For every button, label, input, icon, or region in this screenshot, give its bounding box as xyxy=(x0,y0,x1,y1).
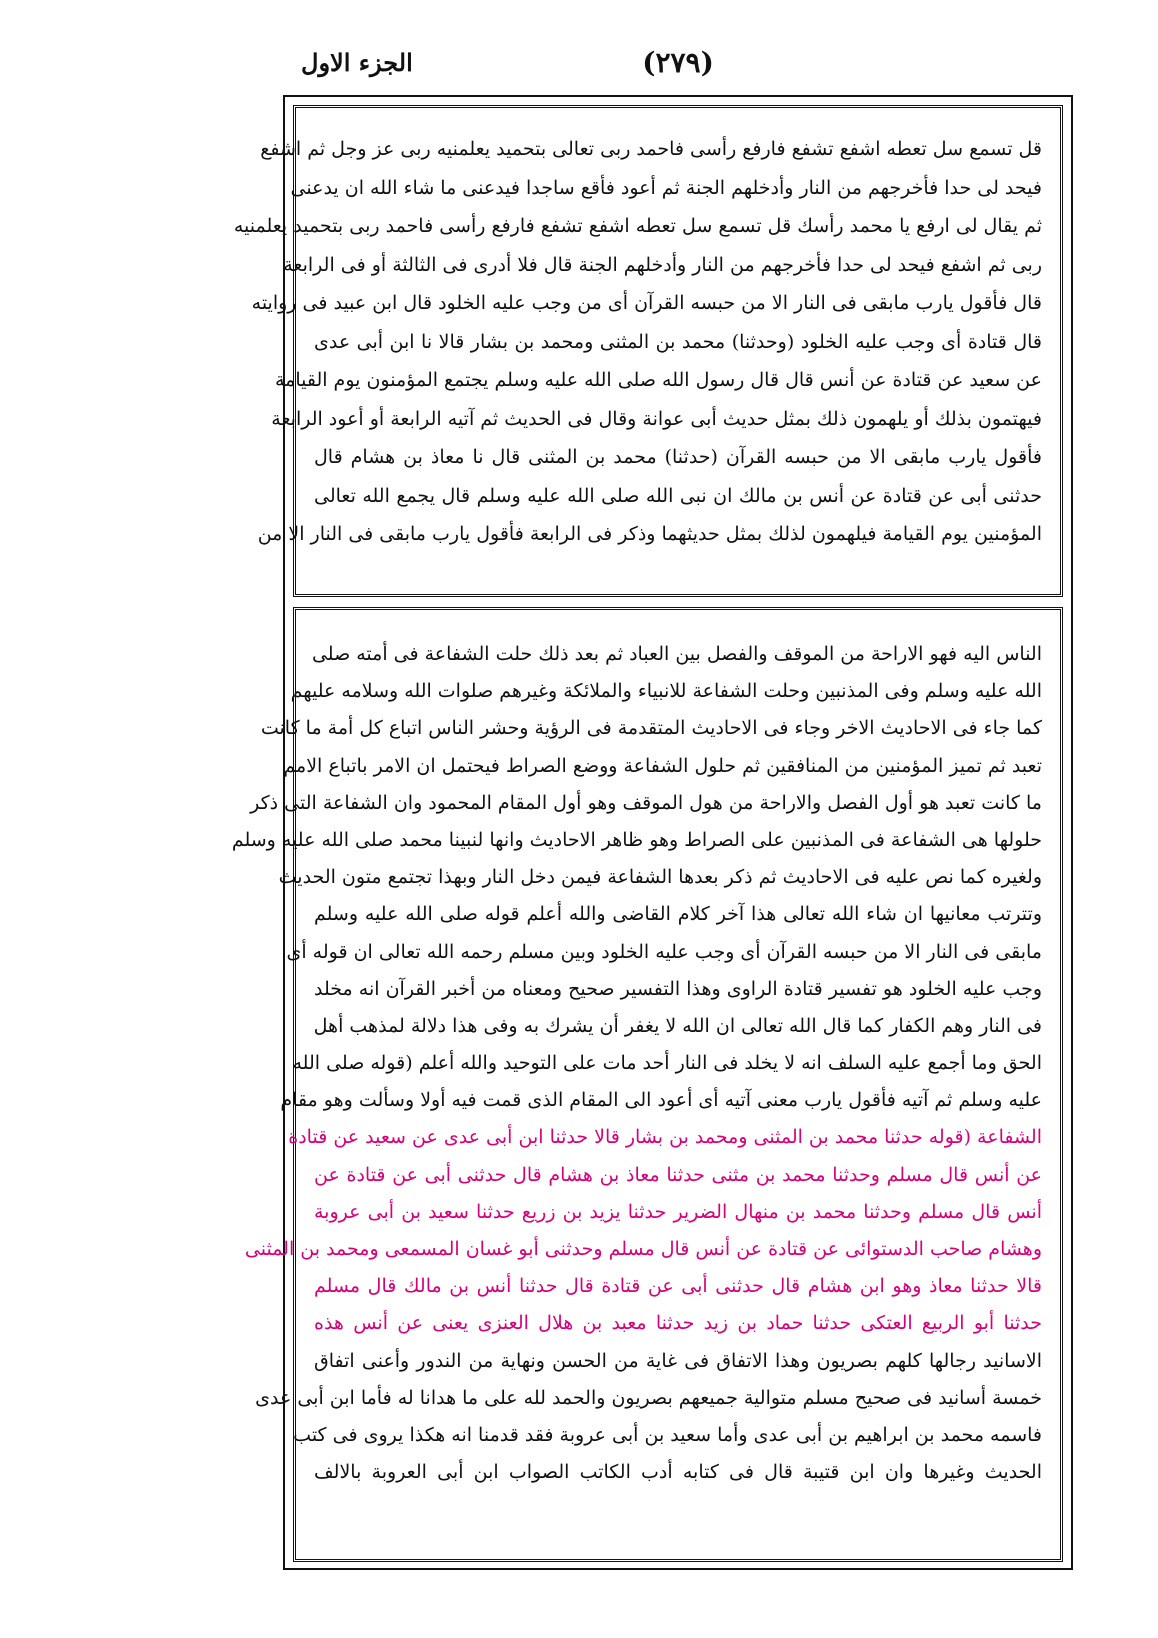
commentary-line: تعبد ثم تميز المؤمنين من المنافقين ثم حلول الشفاعة ووضع الصراط فيحتمل ان الامر باتباع الامم xyxy=(283,754,1042,777)
text-line: فيحد لى حدا فأخرجهم من النار وأدخلهم الجنة ثم أعود فأقع ساجدا فيدعنى ما شاء الله ان يدعنى xyxy=(290,176,1042,199)
text-line: ثم يقال لى ارفع يا محمد رأسك قل تسمع سل تعطه اشفع تشفع فارفع رأسى فاحمد ربى بتحميد يعلمنيه xyxy=(233,215,1042,237)
commentary-line: ما كانت تعبد هو أول الفصل والاراحة من هول الموقف وهو أول المقام المحمود وان الشفاعة التى ذكر xyxy=(250,791,1042,814)
text-line: فأقول يارب مابقى الا من حبسه القرآن (حدثنا) محمد بن المثنى قال نا معاذ بن هشام قال xyxy=(314,446,1042,468)
commentary-line: الله عليه وسلم وفى المذنبين وحلت الشفاعة للانبياء والملائكة وغيرهم صلوات الله وسلامه عليهم xyxy=(290,680,1042,703)
commentary-line: فاسمه محمد بن ابراهيم بن أبى عدى وأما سعيد بن أبى عروبة فقد قدمنا انه هكذا يروى فى كتب xyxy=(293,1423,1042,1446)
commentary-line-highlighted: الشفاعة (قوله حدثنا محمد بن المثنى ومحمد بن بشار قالا حدثنا ابن أبى عدى عن سعيد عن قتادة xyxy=(288,1126,1042,1149)
commentary-line-highlighted: وهشام صاحب الدستوائى عن قتادة عن أنس قال مسلم وحدثنى أبو غسان المسمعى ومحمد بن المثنى xyxy=(244,1238,1042,1260)
commentary-line: فى النار وهم الكفار كما قال الله تعالى ان الله لا يغفر أن يشرك به وفى هذا دلالة لمذهب أهل xyxy=(313,1014,1042,1037)
commentary-line: مابقى فى النار الا من حبسه القرآن أى وجب عليه الخلود وبين مسلم رحمه الله تعالى ان قوله أى xyxy=(286,940,1042,963)
main-text xyxy=(233,130,1042,554)
page-header xyxy=(283,44,1073,84)
commentary-line-highlighted: حدثنا أبو الربيع العتكى حدثنا حماد بن زيد حدثنا معبد بن هلال العنزى يعنى عن أنس هذه xyxy=(314,1312,1042,1335)
commentary-panel xyxy=(231,607,1063,1562)
commentary-line: حلولها هى الشفاعة فى المذنبين على الصراط وهو ظاهر الاحاديث وانها لنبينا محمد صلى الله عليه وسلم xyxy=(231,828,1042,851)
text-line: قال قتادة أى وجب عليه الخلود (وحدثنا) محمد بن المثنى ومحمد بن بشار قالا نا ابن أبى عدى xyxy=(314,330,1042,353)
page-number: (٢٧٩) xyxy=(642,46,714,79)
commentary-line-highlighted: عن أنس قال مسلم وحدثنا محمد بن مثنى حدثنا معاذ بن هشام قال حدثنى أبى عن قتادة عن xyxy=(314,1163,1042,1186)
commentary-line: كما جاء فى الاحاديث الاخر وجاء فى الاحاديث المتقدمة فى الرؤية وحشر الناس اتباع كل أمة ما كانت xyxy=(260,717,1042,740)
main-text-panel xyxy=(233,105,1063,597)
commentary-line: الحديث وغيرها وان ابن قتيبة قال فى كتابه أدب الكاتب الصواب ابن أبى العروبة بالالف xyxy=(314,1461,1042,1484)
commentary-line: ولغيره كما نص عليه فى الاحاديث ثم ذكر بعدها الشفاعة فيمن دخل النار وبهذا تجتمع متون الحديث xyxy=(278,866,1042,889)
page-frame xyxy=(231,95,1073,1570)
part-label: الجزء الاول xyxy=(301,48,413,77)
commentary-line: عليه وسلم ثم آتيه فأقول يارب معنى آتيه أى أعود الى المقام الذى قمت فيه أولا وسألت وهو مقام xyxy=(280,1089,1042,1112)
commentary-line: الاسانيد رجالها كلهم بصريون وهذا الاتفاق فى غاية من الحسن ونهاية من الندور وأعنى اتفاق xyxy=(314,1349,1042,1372)
text-line: قال فأقول يارب مابقى فى النار الا من حبسه القرآن أى من وجب عليه الخلود قال ابن عبيد فى روايته xyxy=(251,292,1042,314)
commentary-line: وجب عليه الخلود هو تفسير قتادة الراوى وهذا التفسير صحيح ومعناه من أخبر القرآن انه مخلد xyxy=(314,977,1042,1000)
text-line: المؤمنين يوم القيامة فيلهمون لذلك بمثل حديثهما وذكر فى الرابعة فأقول يارب مابقى فى النار الا من xyxy=(257,523,1042,545)
text-line: فيهتمون بذلك أو يلهمون ذلك بمثل حديث أبى عوانة وقال فى الحديث ثم آتيه الرابعة أو أعود الرابعة xyxy=(271,407,1042,430)
text-line: ربى ثم اشفع فيحد لى حدا فأخرجهم من النار وأدخلهم الجنة قال فلا أدرى فى الثالثة أو فى الرابعة xyxy=(283,253,1042,276)
commentary-line: الحق وما أجمع عليه السلف انه لا يخلد فى النار أحد مات على التوحيد والله أعلم (قوله صلى الله xyxy=(292,1052,1042,1075)
commentary-line-highlighted: قالا حدثنا معاذ وهو ابن هشام قال حدثنى أبى عن قتادة قال حدثنا أنس بن مالك قال مسلم xyxy=(314,1275,1042,1298)
commentary-line: وتترتب معانيها ان شاء الله تعالى هذا آخر كلام القاضى والله أعلم قوله صلى الله عليه وسلم xyxy=(314,903,1042,926)
text-line: قل تسمع سل تعطه اشفع تشفع فارفع رأسى فاحمد ربى تعالى بتحميد يعلمنيه ربى عز وجل ثم اشفع xyxy=(260,138,1042,160)
commentary-text xyxy=(231,636,1042,1491)
commentary-line: الناس اليه فهو الاراحة من الموقف والفصل بين العباد ثم بعد ذلك حلت الشفاعة فى أمته صلى xyxy=(311,643,1042,665)
commentary-line: خمسة أسانيد فى صحيح مسلم متوالية جميعهم بصريون والحمد لله على ما هدانا له فأما ابن أبى عدى xyxy=(255,1386,1042,1409)
commentary-line-highlighted: أنس قال مسلم وحدثنا محمد بن منهال الضرير حدثنا يزيد بن زريع حدثنا سعيد بن أبى عروبة xyxy=(314,1200,1042,1223)
text-line: عن سعيد عن قتادة عن أنس قال قال رسول الله صلى الله عليه وسلم يجتمع المؤمنون يوم القيامة xyxy=(274,369,1042,391)
text-line: حدثنى أبى عن قتادة عن أنس بن مالك ان نبى الله صلى الله عليه وسلم قال يجمع الله تعالى xyxy=(314,484,1042,507)
